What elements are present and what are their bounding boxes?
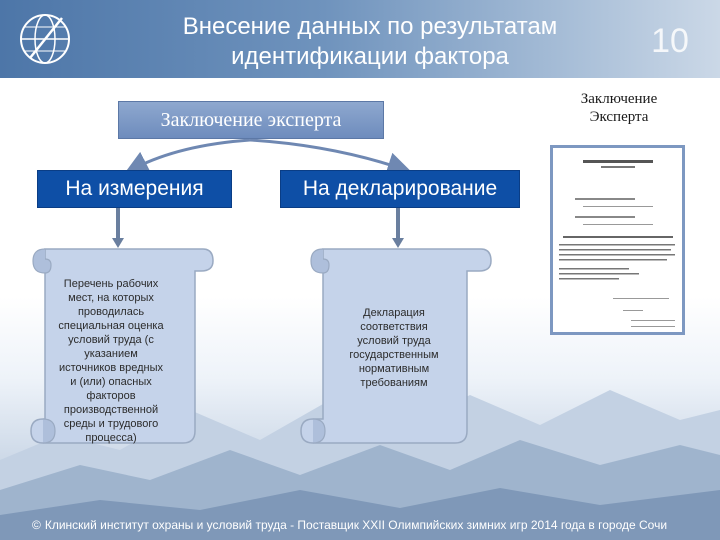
text-line: нормативным bbox=[358, 363, 430, 375]
slide-number: 10 bbox=[651, 22, 689, 60]
text-line: и (или) опасных bbox=[70, 376, 152, 388]
expert-document-thumbnail bbox=[550, 145, 685, 335]
text-line: мест, на которых bbox=[68, 292, 154, 304]
document-page-icon bbox=[553, 148, 682, 332]
expert-document-caption bbox=[560, 90, 678, 126]
text-line: факторов bbox=[86, 390, 136, 402]
text-line: соответствия bbox=[360, 321, 428, 333]
text-line: производственной bbox=[63, 404, 159, 416]
text-line: среды и трудового bbox=[63, 418, 159, 430]
text-line: указанием bbox=[84, 348, 138, 360]
measurements-box: На измерения bbox=[37, 170, 232, 208]
expert-conclusion-box: Заключение эксперта bbox=[118, 101, 384, 139]
text-line: процесса) bbox=[85, 432, 137, 444]
text-line: условий труда bbox=[357, 335, 431, 347]
text-line: требованиям bbox=[360, 377, 428, 389]
declaration-text bbox=[330, 306, 458, 390]
arrow-to-measurements bbox=[135, 140, 250, 168]
caption-line-1: Заключение bbox=[580, 91, 658, 107]
copyright-symbol: © bbox=[32, 518, 41, 532]
title-line-1: Внесение данных по результатам bbox=[182, 13, 558, 40]
footer-label: Клинский институт охраны и условий труда - Поставщик XXII Олимпийских зимних игр 2014 года в городе Сочи bbox=[44, 518, 668, 532]
workplaces-list-text bbox=[42, 277, 180, 445]
caption-line-2: Эксперта bbox=[589, 109, 649, 125]
text-line: государственным bbox=[349, 349, 439, 361]
arrow-to-declaration bbox=[250, 140, 400, 168]
footer-text bbox=[32, 518, 712, 532]
declaration-box: На декларирование bbox=[280, 170, 520, 208]
text-line: Перечень рабочих bbox=[63, 278, 159, 290]
text-line: условий труда (с bbox=[68, 334, 154, 346]
text-line: проводилась bbox=[77, 306, 145, 318]
text-line: источников вредных bbox=[58, 362, 164, 374]
title-line-2: идентификации фактора bbox=[231, 43, 509, 70]
text-line: Декларация bbox=[363, 307, 425, 319]
text-line: специальная оценка bbox=[58, 320, 164, 332]
